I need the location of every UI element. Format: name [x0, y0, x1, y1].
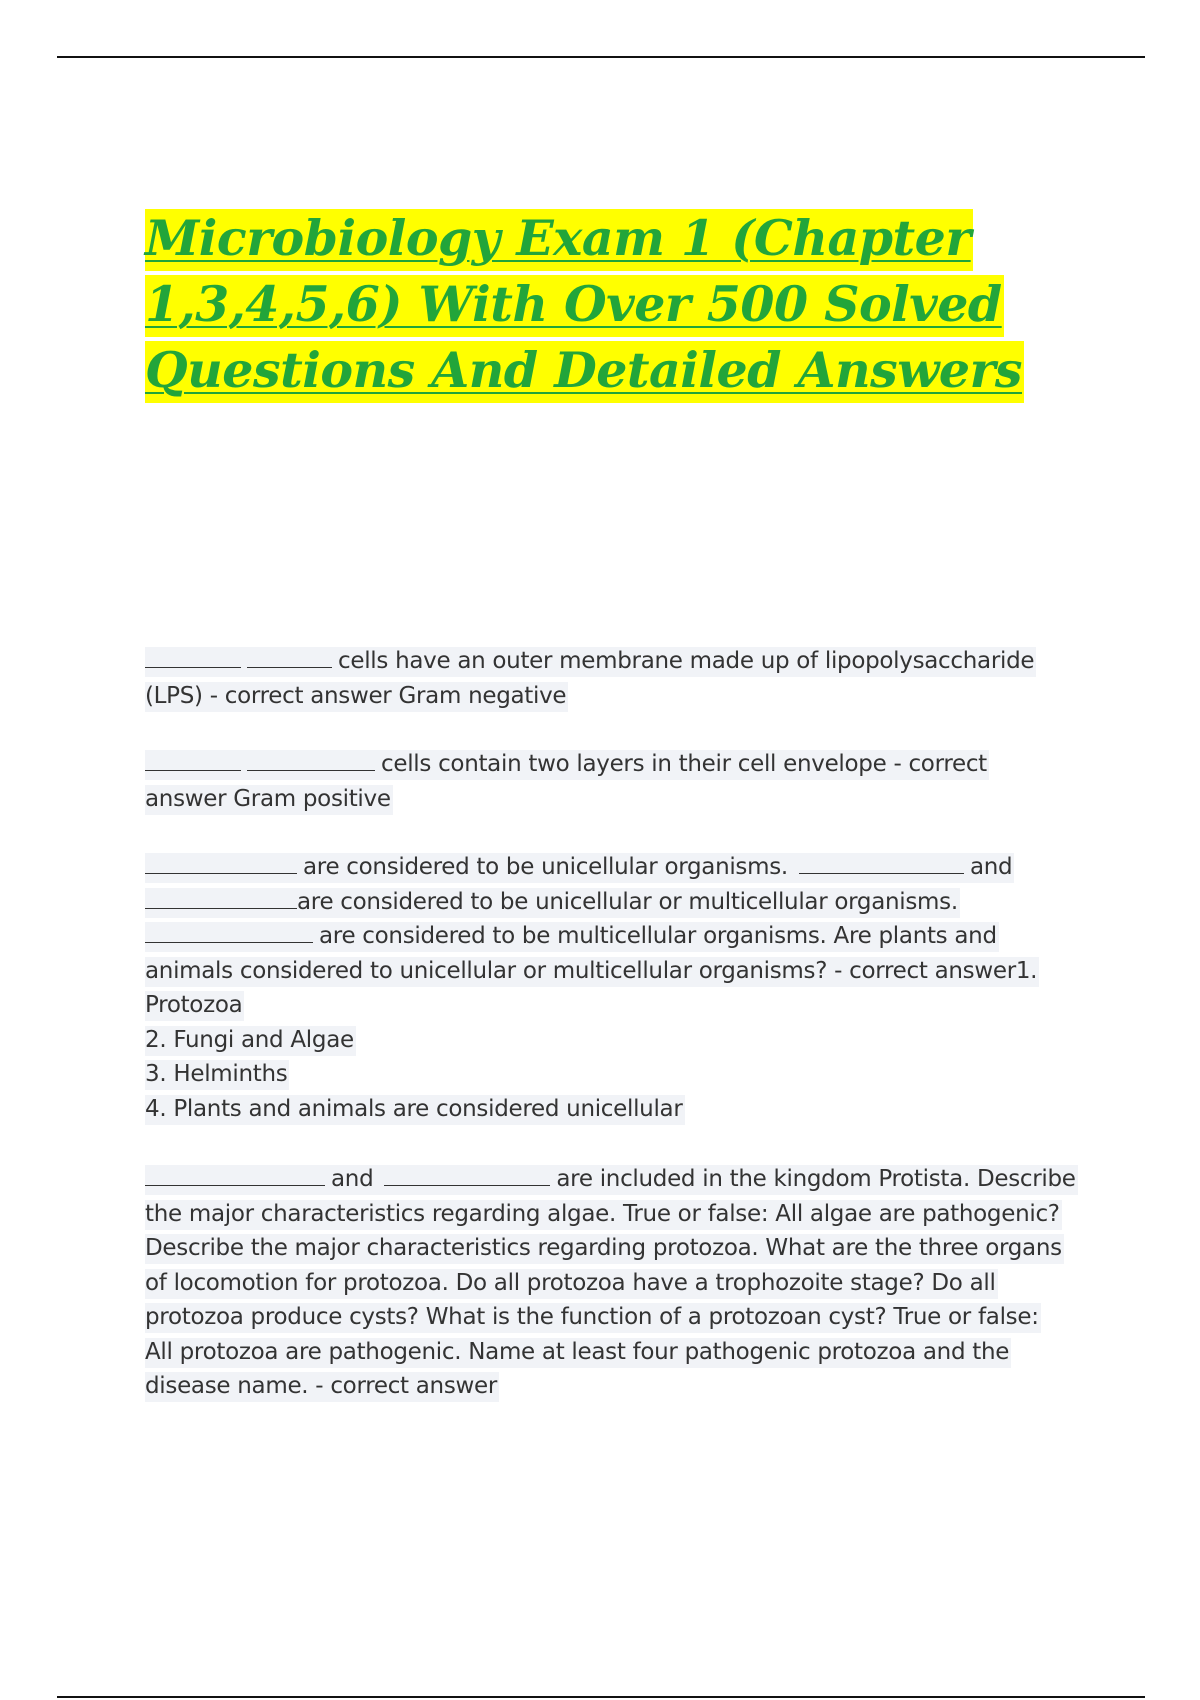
question-block-4 [145, 1162, 1090, 1404]
answer-blank [145, 1163, 325, 1186]
answer-blank [247, 748, 375, 771]
question-text: cells have an outer membrane made up of lipopolysaccharide [338, 648, 1035, 674]
question-text: Describe the major characteristics regarding protozoa. What are the three organs [145, 1234, 1064, 1264]
question-text: Protozoa [145, 991, 244, 1021]
question-text: of locomotion for protozoa. Do all protozoa have a trophozoite stage? Do all [145, 1269, 998, 1299]
question-text: are considered to be multicellular organisms. Are plants and [319, 923, 997, 949]
question-text: are considered to be unicellular or multicellular organisms. [297, 888, 958, 915]
question-text: cells contain two layers in their cell envelope - correct [381, 751, 987, 777]
question-text: are considered to be unicellular organisms. [303, 854, 788, 880]
answer-blank [247, 645, 332, 668]
question-text: 3. Helminths [145, 1060, 289, 1090]
answer-blank [145, 748, 241, 771]
answer-blank [145, 886, 297, 909]
question-text: 2. Fungi and Algae [145, 1026, 356, 1056]
answer-blank [145, 645, 241, 668]
top-rule [57, 56, 1145, 58]
question-block-2 [145, 747, 1090, 816]
document-title [145, 205, 1085, 403]
answer-blank [384, 1163, 550, 1186]
question-block-1 [145, 644, 1090, 713]
title-line-3: Questions And Detailed Answers [145, 341, 1024, 403]
question-text: animals considered to unicellular or multicellular organisms? - correct answer1. [145, 957, 1039, 987]
question-text: and [969, 854, 1013, 880]
question-text: the major characteristics regarding algae. True or false: All algae are pathogenic? [145, 1200, 1062, 1230]
question-text: answer Gram positive [145, 785, 393, 815]
question-text: 4. Plants and animals are considered unicellular [145, 1095, 685, 1125]
question-text: (LPS) - correct answer Gram negative [145, 682, 568, 712]
answer-blank [799, 851, 964, 874]
question-text: disease name. - correct answer [145, 1372, 499, 1402]
question-text: and [331, 1166, 374, 1192]
question-text: are included in the kingdom Protista. Describe [556, 1166, 1076, 1192]
title-line-1: Microbiology Exam 1 (Chapter [145, 209, 973, 271]
question-block-3 [145, 850, 1090, 1126]
answer-blank [145, 920, 313, 943]
answer-blank [145, 851, 297, 874]
title-line-2: 1,3,4,5,6) With Over 500 Solved [145, 275, 1004, 337]
question-text: All protozoa are pathogenic. Name at least four pathogenic protozoa and the [145, 1338, 1011, 1368]
question-text: protozoa produce cysts? What is the function of a protozoan cyst? True or false: [145, 1303, 1041, 1333]
bottom-rule [57, 1696, 1145, 1698]
